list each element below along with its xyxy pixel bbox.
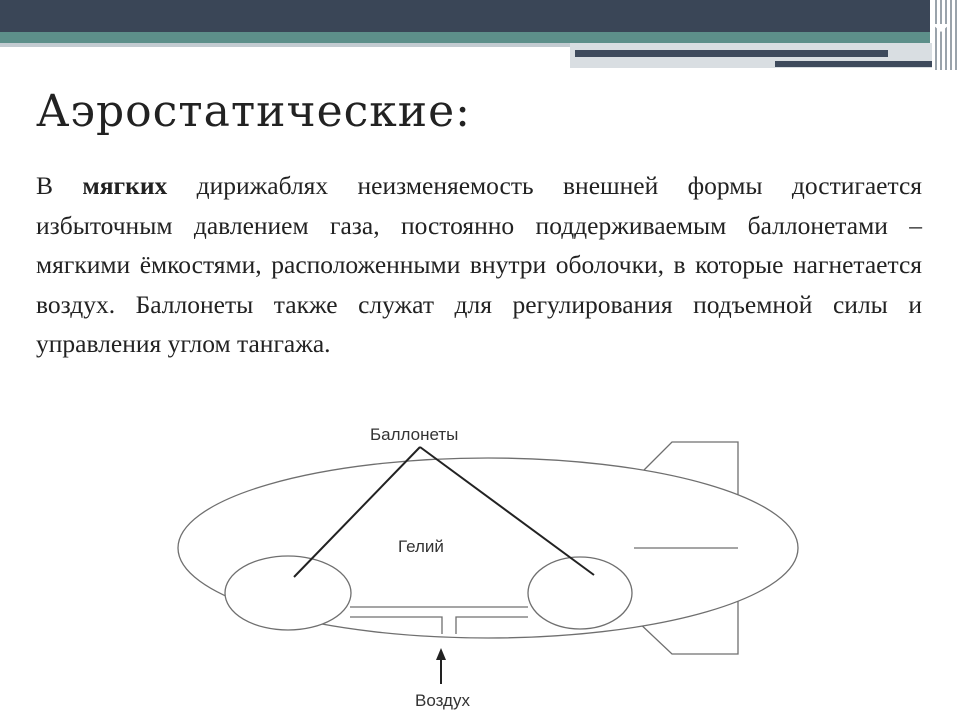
header-dark-band <box>0 0 930 32</box>
label-helium: Гелий <box>398 537 444 556</box>
label-ballonets: Баллонеты <box>370 425 459 444</box>
airship-diagram <box>0 400 960 720</box>
ballonet-left <box>225 556 351 630</box>
slide-paragraph <box>36 166 922 364</box>
header-light-line <box>0 43 570 47</box>
label-air: Воздух <box>415 691 470 710</box>
header-teal-band <box>0 32 930 43</box>
ballonet-right <box>528 557 632 629</box>
air-arrow-icon <box>436 648 446 684</box>
paragraph-rest: дирижаблях неизменяемость внешней формы достигается избыточным давлением газа, постоянно поддерживаемым баллонетами – мягкими ёмкостями, расположенными внутри оболочки, в которые нагнетается воздух. Баллонеты также служат для регулирования подъемной силы и управления углом тангажа. <box>36 171 922 358</box>
paragraph-bold-word: мягких <box>82 171 168 200</box>
header-step-bar-upper <box>575 50 888 57</box>
paragraph-lead: В <box>36 171 83 200</box>
corner-stripes-decoration <box>932 0 960 70</box>
slide-title: Аэростатические: <box>36 86 471 137</box>
corner-triangle-icon <box>932 24 950 32</box>
header-step-bar-lower <box>775 61 940 67</box>
